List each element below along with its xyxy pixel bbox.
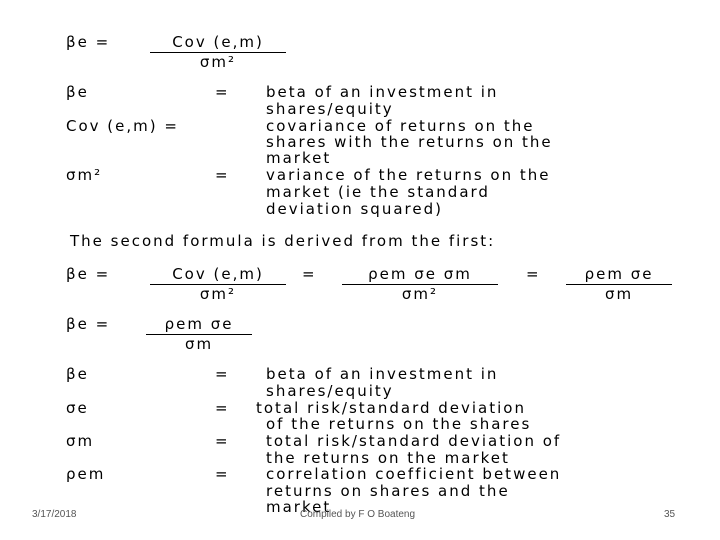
def1-line-cov-1: covariance of returns on the [266, 117, 535, 135]
formula2-f2-numerator: ρem σe σm [368, 265, 472, 283]
formula2-fraction-2 [342, 266, 498, 303]
def1-symbol-beta: βe [66, 83, 89, 101]
footer-page-number: 35 [664, 509, 676, 520]
def2-equals-sigma-m: = [215, 432, 230, 450]
def2-line-rho-1: correlation coefficient between [266, 465, 562, 483]
def2-line-sigma-e-2: of the returns on the shares [266, 415, 532, 433]
def1-line-beta-2: shares/equity [266, 100, 394, 118]
formula2-f3-numerator: ρem σe [584, 265, 654, 283]
formula3-numerator: ρem σe [164, 315, 234, 333]
def1-line-var-2: market (ie the standard [266, 183, 490, 201]
footer-author: Compiled by F O Boateng [300, 509, 416, 520]
def2-line-beta-2: shares/equity [266, 382, 394, 400]
formula1-numerator: Cov (e,m) [172, 33, 264, 51]
formula3-fraction [146, 316, 252, 353]
formula2-f1-numerator: Cov (e,m) [172, 265, 264, 283]
def2-symbol-rho: ρem [66, 465, 106, 483]
formula2-f1-denominator: σm² [199, 285, 237, 303]
def1-equals-var: = [215, 166, 230, 184]
footer-date: 3/17/2018 [32, 509, 77, 520]
def2-equals-sigma-e: = [215, 399, 230, 417]
formula2-lhs: βe = [66, 265, 111, 283]
def1-line-beta-1: beta of an investment in [266, 83, 499, 101]
def2-line-sigma-e-1: total risk/standard deviation [256, 399, 526, 417]
second-formula-text: The second formula is derived from the first: [70, 232, 496, 250]
formula2-equals-2: = [526, 265, 541, 283]
formula3-denominator: σm [184, 335, 214, 353]
def2-line-sigma-m-1: total risk/standard deviation of [266, 432, 562, 450]
def2-line-sigma-m-2: the returns on the market [266, 449, 510, 467]
def1-line-cov-3: market [266, 149, 332, 167]
formula2-fraction-3 [566, 266, 672, 303]
def1-line-var-1: variance of the returns on the [266, 166, 551, 184]
def2-symbol-sigma-m: σm [66, 432, 95, 450]
def1-symbol-var: σm² [66, 166, 103, 184]
formula1-denominator: σm² [199, 53, 237, 71]
formula1-lhs: βe = [66, 33, 111, 51]
def2-equals-beta: = [215, 365, 230, 383]
def2-line-beta-1: beta of an investment in [266, 365, 499, 383]
def2-symbol-beta: βe [66, 365, 89, 383]
formula1-fraction [150, 34, 286, 71]
def2-equals-rho: = [215, 465, 230, 483]
def2-symbol-sigma-e: σe [66, 399, 89, 417]
def1-equals-beta: = [215, 83, 230, 101]
def1-line-cov-2: shares with the returns on the [266, 133, 553, 151]
def2-line-rho-2: returns on shares and the [266, 482, 510, 500]
formula2-f2-denominator: σm² [401, 285, 439, 303]
formula2-f3-denominator: σm [604, 285, 634, 303]
def1-line-var-3: deviation squared) [266, 200, 443, 218]
formula2-equals-1: = [302, 265, 317, 283]
def1-symbol-cov: Cov (e,m) = [66, 117, 179, 135]
def2-line-rho-3: market [266, 498, 332, 516]
formula2-fraction-1 [150, 266, 286, 303]
formula3-lhs: βe = [66, 315, 111, 333]
